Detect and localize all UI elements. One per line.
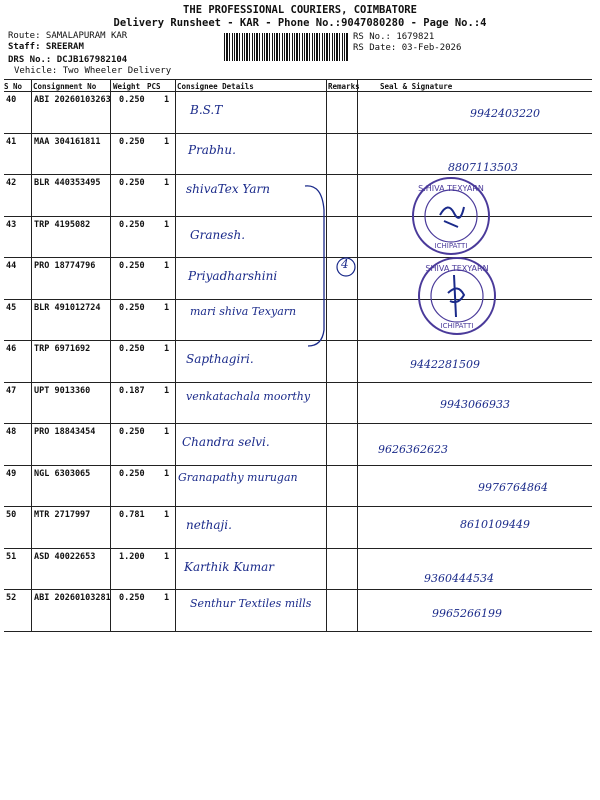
row-weight: 0.250 — [119, 302, 145, 313]
row-consignment: TRP 4195082 — [34, 219, 91, 230]
consignee-name: nethaji. — [186, 518, 232, 532]
row-consignment: NGL 6303065 — [34, 468, 91, 479]
row-pcs: 1 — [164, 385, 170, 396]
row-weight: 0.250 — [119, 468, 145, 479]
consignee-name: Granapathy murugan — [178, 470, 298, 484]
col-header-remarks: Remarks — [328, 82, 360, 91]
col-header-sno: S No — [4, 82, 23, 91]
row-pcs: 1 — [164, 95, 170, 105]
row-consignment: BLR 440353495 — [34, 178, 101, 188]
col-header-consignment: Consignment No — [33, 82, 97, 91]
row-sno: 43 — [6, 219, 17, 230]
signature-phone: 9626362623 — [378, 443, 448, 456]
rs-date: RS Date: 03-Feb-2026 — [353, 43, 462, 53]
row-divider — [4, 589, 592, 590]
vehicle-label: Vehicle: Two Wheeler Delivery — [14, 66, 172, 76]
consignee-name: venkatachala moorthy — [186, 389, 311, 403]
row-weight: 0.187 — [119, 385, 145, 396]
row-weight: 1.200 — [119, 551, 145, 562]
signature-phone: 9976764864 — [478, 480, 548, 494]
row-consignment: ABI 20260103263 — [34, 95, 111, 105]
signature-phone: 9943066933 — [440, 397, 510, 411]
row-pcs: 1 — [164, 302, 170, 313]
row-consignment: TRP 6971692 — [34, 344, 91, 354]
row-divider — [4, 548, 592, 549]
signature-phone: 8610109449 — [460, 518, 530, 531]
signature-phone: 9965266199 — [432, 607, 502, 620]
row-divider — [4, 133, 592, 134]
row-divider — [4, 465, 592, 466]
row-weight: 0.250 — [119, 593, 145, 603]
row-consignment: ASD 40022653 — [34, 551, 96, 562]
signature-phone: 9942403220 — [470, 107, 540, 120]
consignee-name: Karthik Kumar — [184, 559, 275, 574]
row-divider — [4, 299, 592, 300]
signature-phone: 9360444534 — [424, 571, 494, 585]
svg-text:ICHIPATTI: ICHIPATTI — [434, 242, 468, 250]
row-pcs: 1 — [164, 551, 170, 562]
row-consignment: PRO 18774796 — [34, 261, 96, 271]
row-divider — [4, 216, 592, 217]
row-weight: 0.250 — [119, 261, 145, 271]
row-weight: 0.250 — [119, 95, 145, 105]
row-sno: 50 — [6, 510, 17, 520]
consignee-name: Priyadharshini — [188, 269, 278, 283]
row-sno: 44 — [6, 261, 17, 271]
col-header-seal: Seal & Signature — [380, 82, 453, 91]
row-sno: 46 — [6, 344, 17, 354]
row-consignment: ABI 20260103281 — [34, 593, 111, 603]
row-consignment: UPT 9013360 — [34, 385, 91, 396]
document-subtitle: Delivery Runsheet - KAR - Phone No.:9047080280 - Page No.:4 — [113, 17, 487, 29]
col-header-weight: Weight — [113, 82, 141, 91]
document-title: THE PROFESSIONAL COURIERS, COIMBATORE — [183, 4, 417, 16]
drs-label: DRS No.: DCJB167982104 — [8, 55, 128, 65]
consignee-name: B.S.T — [190, 103, 223, 117]
row-divider — [4, 340, 592, 341]
row-sno: 48 — [6, 427, 17, 437]
consignee-name: shivaTex Yarn — [186, 182, 271, 196]
row-consignment: MAA 304161811 — [34, 136, 101, 147]
row-consignment: MTR 2717997 — [34, 510, 91, 520]
remarks-bracket — [300, 180, 360, 350]
consignee-name: Prabhu. — [188, 142, 236, 157]
row-pcs: 1 — [164, 510, 170, 520]
row-divider — [4, 631, 592, 632]
row-sno: 40 — [6, 95, 17, 105]
svg-text:SHIVA TEXYARN: SHIVA TEXYARN — [425, 264, 489, 273]
svg-text:S.HIVA TEXYARN: S.HIVA TEXYARN — [418, 184, 484, 193]
row-sno: 41 — [6, 136, 17, 147]
row-divider — [4, 506, 592, 507]
signature-phone: 8807113503 — [448, 160, 518, 174]
staff-label: Staff: SREERAM — [8, 42, 84, 52]
row-pcs: 1 — [164, 468, 170, 479]
row-pcs: 1 — [164, 178, 170, 188]
rs-number: RS No.: 1679821 — [353, 32, 435, 42]
row-consignment: PRO 18843454 — [34, 427, 96, 437]
table-header-rule — [4, 91, 592, 92]
row-sno: 52 — [6, 593, 17, 603]
row-weight: 0.250 — [119, 344, 145, 354]
row-pcs: 1 — [164, 219, 170, 230]
col-header-pcs: PCS — [147, 82, 161, 91]
row-sno: 51 — [6, 551, 17, 562]
table-top-rule — [4, 79, 592, 80]
row-pcs: 1 — [164, 136, 170, 147]
route-label: Route: SAMALAPURAM KAR — [8, 31, 128, 41]
row-pcs: 1 — [164, 344, 170, 354]
row-divider — [4, 423, 592, 424]
row-sno: 49 — [6, 468, 17, 479]
row-divider — [4, 257, 592, 258]
row-divider — [4, 174, 592, 175]
col-header-consignee: Consignee Details — [177, 82, 254, 91]
row-sno: 47 — [6, 385, 17, 396]
row-weight: 0.250 — [119, 178, 145, 188]
consignee-name: Granesh. — [190, 227, 246, 242]
row-weight: 0.250 — [119, 427, 145, 437]
signature-phone: 9442281509 — [410, 358, 480, 371]
consignee-name: Senthur Textiles mills — [190, 597, 312, 610]
consignee-name: mari shiva Texyarn — [190, 304, 297, 318]
svg-text:ICHIPATTI: ICHIPATTI — [440, 322, 474, 330]
consignee-name: Sapthagiri. — [186, 352, 254, 366]
row-divider — [4, 382, 592, 383]
remarks-count: 4 — [341, 257, 349, 271]
company-seal-stamp — [416, 255, 498, 337]
row-sno: 42 — [6, 178, 17, 188]
row-weight: 0.781 — [119, 510, 145, 520]
row-pcs: 1 — [164, 427, 170, 437]
consignee-name: Chandra selvi. — [182, 435, 270, 449]
row-weight: 0.250 — [119, 219, 145, 230]
row-weight: 0.250 — [119, 136, 145, 147]
row-sno: 45 — [6, 302, 17, 313]
company-seal-stamp — [410, 175, 492, 257]
row-consignment: BLR 491012724 — [34, 302, 101, 313]
row-pcs: 1 — [164, 261, 170, 271]
row-pcs: 1 — [164, 593, 170, 603]
barcode — [224, 33, 348, 61]
